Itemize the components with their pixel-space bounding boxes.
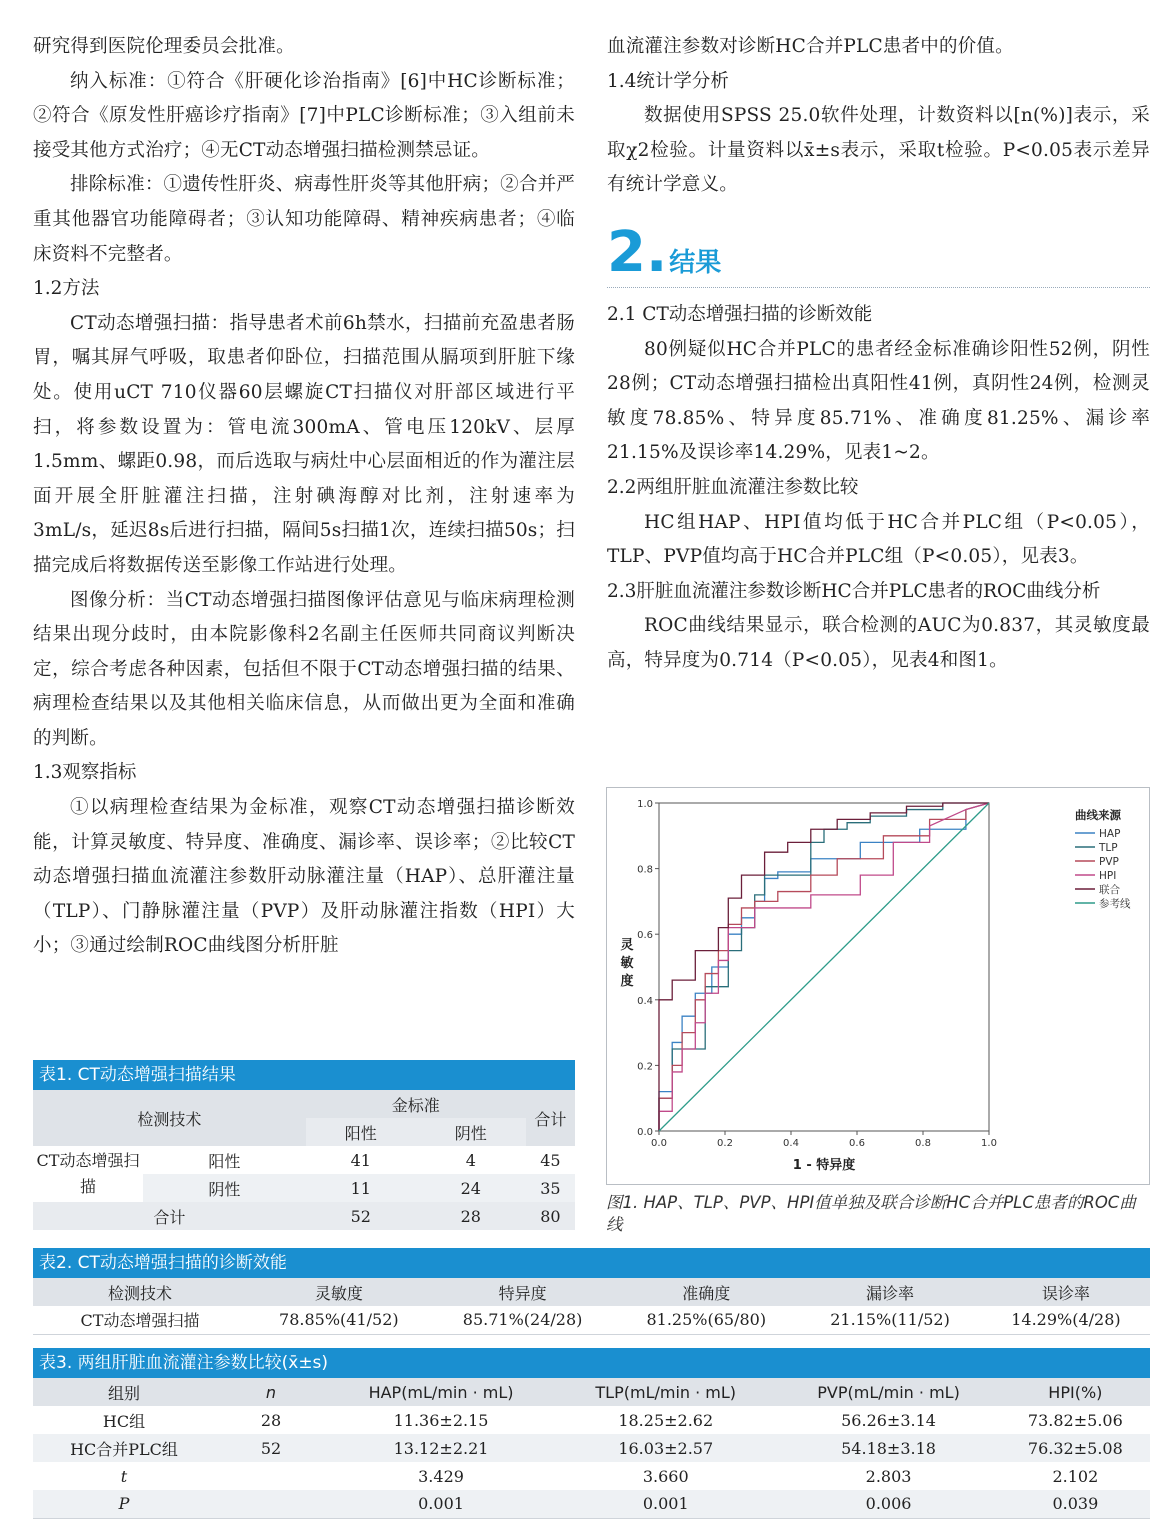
roc-series-参考线	[659, 803, 989, 1131]
t1-sum-label: 合计	[153, 1207, 186, 1227]
t2-header: 特异度	[498, 1283, 547, 1303]
t1-cell: 80	[540, 1206, 561, 1226]
y-axis-label-char: 敏	[620, 956, 634, 971]
x-tick-label: 1.0	[981, 1138, 997, 1149]
section-1-3-heading: 1.3观察指标	[33, 762, 137, 784]
t3-cell: 3.429	[418, 1466, 464, 1486]
t3-cell: 56.26±3.14	[841, 1410, 936, 1430]
t2-cell: 21.15%(11/52)	[830, 1310, 950, 1330]
t2-cell: 78.85%(41/52)	[279, 1310, 399, 1330]
table-1-caption: 表1. CT动态增强扫描结果	[33, 1060, 575, 1090]
t3-cell: 54.18±3.18	[841, 1438, 936, 1458]
y-tick-label: 0.2	[637, 1061, 653, 1073]
perfusion-comparison-paragraph: HC组HAP、HPI值均低于HC合并PLC组（P<0.05），TLP、PVP值均高于HC合并PLC组（P<0.05），见表3。	[607, 511, 1150, 568]
t1-cell: 28	[460, 1206, 481, 1226]
t1-row-label: 阴性	[208, 1179, 241, 1199]
t1-cell: 24	[460, 1178, 481, 1198]
section-1-2-heading: 1.2方法	[33, 278, 100, 300]
roc-paragraph: ROC曲线结果显示，联合检测的AUC为0.837，其灵敏度最高，特异度为0.714（P<0.05），见表4和图1。	[607, 615, 1150, 671]
t3-cell: 0.001	[642, 1494, 689, 1514]
t3-cell: 2.102	[1052, 1466, 1099, 1486]
t1-method-cell: CT动态增强扫描	[36, 1151, 140, 1196]
t3-cell: 73.82±5.06	[1027, 1410, 1123, 1430]
legend-label-参考线: 参考线	[1099, 898, 1131, 910]
image-analysis: 图像分析：当CT动态增强扫描图像评估意见与临床病理检测结果出现分歧时，由本院影像科2名副主任医师共同商议判断决定，综合考虑各种因素，包括但不限于CT动态增强扫描的结果、病理检查结果以及其他相关临床信息，从而做出更为全面和准确的判断。	[33, 589, 575, 749]
left-column	[33, 30, 575, 964]
t3-cell: 2.803	[865, 1466, 912, 1486]
t1-row-label: 阳性	[208, 1151, 241, 1171]
t2-header: 准确度	[682, 1283, 731, 1303]
table-1	[33, 1060, 575, 1230]
t2-cell: 14.29%(4/28)	[1011, 1310, 1121, 1330]
y-tick-label: 0.6	[637, 930, 653, 942]
x-tick-label: 0.0	[651, 1138, 667, 1149]
t3-cell: 13.12±2.21	[393, 1438, 489, 1458]
x-tick-label: 0.4	[783, 1138, 799, 1149]
t1-cell: 41	[350, 1150, 371, 1170]
x-tick-label: 0.8	[915, 1138, 931, 1149]
t3-cell: 0.039	[1052, 1494, 1099, 1514]
t3-cell: 3.660	[642, 1466, 689, 1486]
section-1-4-heading: 1.4统计学分析	[607, 70, 729, 92]
t1-header-neg: 阴性	[416, 1118, 526, 1146]
t3-cell: 16.03±2.57	[618, 1438, 714, 1458]
diagnostic-efficacy-paragraph: 80例疑似HC合并PLC的患者经金标准确诊阳性52例，阴性28例；CT动态增强扫描检出真阳性41例，真阴性24例，检测灵敏度78.85%、特异度85.71%、准确度81.25%、漏诊率21.15%及误诊率14.29%，见表1~2。	[607, 338, 1150, 464]
t3-cell: 76.32±5.08	[1027, 1438, 1123, 1458]
section-2-heading	[607, 219, 1150, 288]
t3-header: PVP(mL/min · mL)	[817, 1382, 960, 1402]
right-paragraph-1: 血流灌注参数对诊断HC合并PLC患者中的价值。	[607, 36, 1014, 57]
t1-cell: 4	[465, 1150, 476, 1170]
section-number: 2.	[607, 219, 668, 285]
table-2-caption: 表2. CT动态增强扫描的诊断效能	[33, 1248, 1150, 1278]
table-3	[33, 1348, 1150, 1519]
legend-label-PVP: PVP	[1099, 856, 1119, 868]
t3-cell: 0.001	[418, 1494, 464, 1514]
y-tick-label: 1.0	[637, 799, 653, 810]
t2-header: 误诊率	[1041, 1283, 1090, 1303]
inclusion-criteria: 纳入标准：①符合《肝硬化诊治指南》[6]中HC诊断标准；②符合《原发性肝癌诊疗指南》[7]中PLC诊断标准；③入组前未接受其他方式治疗；④无CT动态增强扫描检测禁忌证。	[33, 70, 575, 161]
t3-header: n	[265, 1382, 277, 1402]
t1-header-pos: 阳性	[306, 1118, 416, 1146]
y-tick-label: 0.8	[637, 864, 653, 876]
roc-chart	[607, 788, 1149, 1184]
x-axis-label: 1 - 特异度	[792, 1158, 856, 1173]
y-axis-label-char: 度	[620, 974, 634, 989]
t3-cell: HC合并PLC组	[70, 1439, 178, 1459]
section-2-3-heading: 2.3肝脏血流灌注参数诊断HC合并PLC患者的ROC曲线分析	[607, 580, 1101, 602]
t1-cell: 45	[540, 1150, 561, 1170]
exclusion-criteria: 排除标准：①遗传性肝炎、病毒性肝炎等其他肝病；②合并严重其他器官功能障碍者；③认知功能障碍、精神疾病患者；④临床资料不完整者。	[33, 174, 575, 265]
t2-cell: CT动态增强扫描	[80, 1311, 200, 1331]
t1-cell: 35	[540, 1178, 561, 1198]
left-paragraph-1: 研究得到医院伦理委员会批准。	[33, 36, 295, 57]
t3-cell: 11.36±2.15	[393, 1410, 489, 1430]
t3-cell: P	[118, 1494, 130, 1514]
section-2-2-heading: 2.2两组肝脏血流灌注参数比较	[607, 476, 859, 498]
t2-cell: 85.71%(24/28)	[462, 1310, 583, 1330]
section-title: 结果	[669, 247, 722, 278]
t3-cell: 0.006	[865, 1494, 912, 1514]
t3-cell: 28	[260, 1410, 282, 1430]
t3-header: TLP(mL/min · mL)	[595, 1382, 737, 1402]
section-2-1-heading: 2.1 CT动态增强扫描的诊断效能	[607, 303, 873, 325]
t1-header-total: 合计	[526, 1090, 575, 1146]
t1-header-method: 检测技术	[33, 1090, 306, 1146]
t1-cell: 52	[350, 1206, 371, 1226]
t3-cell: t	[120, 1466, 128, 1486]
right-column	[607, 30, 1150, 679]
t3-cell: 18.25±2.62	[618, 1410, 714, 1430]
t3-cell	[215, 1462, 327, 1490]
t2-header: 检测技术	[107, 1283, 172, 1303]
t3-cell: 52	[260, 1438, 282, 1458]
figure-1	[606, 787, 1150, 1185]
t3-header: HAP(mL/min · mL)	[368, 1382, 514, 1402]
legend-label-联合: 联合	[1099, 884, 1120, 896]
figure-1-caption: 图1. HAP、TLP、PVP、HPI值单独及联合诊断HC合并PLC患者的ROC曲线	[606, 1193, 1136, 1234]
table-2	[33, 1248, 1150, 1335]
y-tick-label: 0.0	[637, 1127, 653, 1138]
t3-header: HPI(%)	[1048, 1382, 1103, 1402]
t3-cell	[215, 1490, 327, 1518]
ct-scan-method: CT动态增强扫描：指导患者术前6h禁水，扫描前充盈患者肠胃，嘱其屏气呼吸，取患者仰卧位，扫描范围从膈项到肝脏下缘处。使用uCT 710仪器60层螺旋CT扫描仪对肝部区域进行平扫，将参数设置为：管电流300mA、管电压120kV、层厚1.5mm、螺距0.98，而后选取与病灶中心层面相近的作为灌注层面开展全肝脏灌注扫描，注射碘海醇对比剂，注射速率为3mL/s，延迟8s后进行扫描，隔间5s扫描1次，连续扫描50s；扫描完成后将数据传送至影像工作站进行处理。	[33, 312, 575, 576]
t2-header: 灵敏度	[314, 1283, 363, 1303]
observation-indicators: ①以病理检查结果为金标准，观察CT动态增强扫描诊断效能，计算灵敏度、特异度、准确度、漏诊率、误诊率；②比较CT动态增强扫描血流灌注参数肝动脉灌注量（HAP）、总肝灌注量（TLP）、门静脉灌注量（PVP）及肝动脉灌注指数（HPI）大小；③通过绘制ROC曲线图分析肝脏	[33, 797, 575, 957]
t3-cell: HC组	[102, 1411, 146, 1431]
legend-label-HAP: HAP	[1099, 828, 1121, 840]
x-tick-label: 0.2	[717, 1138, 733, 1149]
y-axis-label-char: 灵	[620, 938, 634, 953]
y-tick-label: 0.4	[637, 995, 653, 1007]
x-tick-label: 0.6	[849, 1138, 865, 1149]
statistics-paragraph: 数据使用SPSS 25.0软件处理，计数资料以[n(%)]表示，采取χ2检验。计量资料以x̄±s表示，采取t检验。P<0.05表示差异有统计学意义。	[607, 105, 1150, 196]
legend-label-TLP: TLP	[1099, 842, 1118, 854]
table-3-caption: 表3. 两组肝脏血流灌注参数比较(x̄±s)	[33, 1348, 1150, 1378]
t2-cell: 81.25%(65/80)	[646, 1310, 767, 1330]
t3-header: 组别	[107, 1383, 140, 1403]
t2-header: 漏诊率	[866, 1283, 915, 1303]
legend-label-HPI: HPI	[1099, 870, 1117, 882]
t1-cell: 11	[350, 1178, 371, 1198]
t1-header-gold: 金标准	[306, 1090, 526, 1118]
legend-title: 曲线来源	[1075, 808, 1121, 822]
